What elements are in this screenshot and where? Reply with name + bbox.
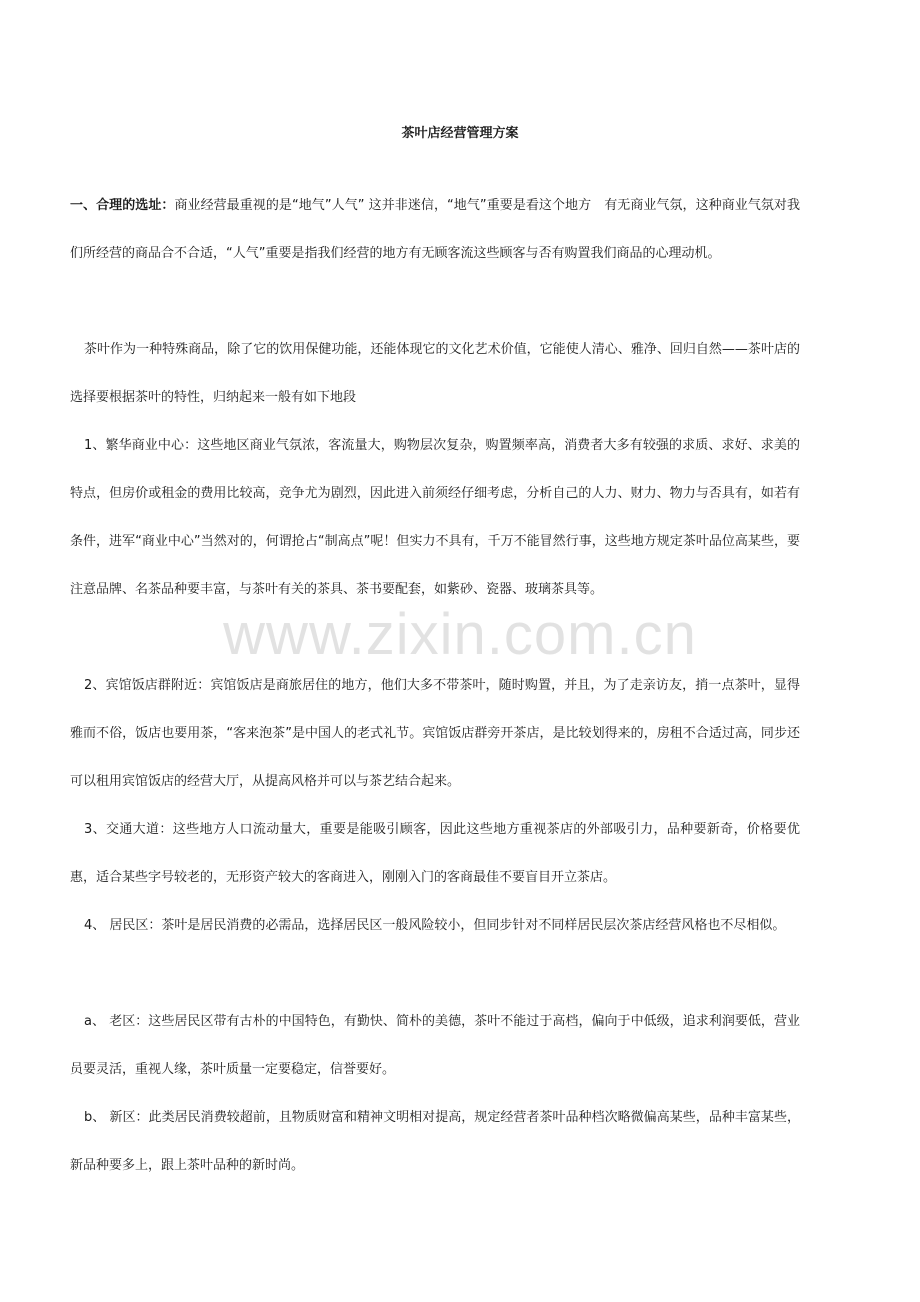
paragraph-commercial-center: 1、繁华商业中心：这些地区商业气氛浓，客流量大，购物层次复杂，购置频率高，消费者大多有较强的求质、求好、求美的特点，但房价或租金的费用比较高，竞争尤为剧烈，因此进入前须经仔细考虑，分析自己的人力、财力、物力与否具有，如若有条件，进军“商业中心”当然对的，何谓抢占“制高点”呢！但实力不具有，千万不能冒然行事，这些地方规定茶叶品位高某些，要注意品牌、名茶品种要丰富，与茶叶有关的茶具、茶书要配套，如紫砂、瓷器、玻璃茶具等。 [70, 438, 800, 597]
paragraph-residential: 4、 居民区：茶叶是居民消费的必需品，选择居民区一般风险较小，但同步针对不同样居民层次茶店经营风格也不尽相似。 [84, 918, 786, 933]
document-title: 茶叶店经营管理方案 [401, 126, 519, 141]
paragraph-lead: 一、合理的选址： [70, 198, 175, 213]
paragraph-tea-intro: 茶叶作为一种特殊商品，除了它的饮用保健功能，还能体现它的文化艺术价值，它能使人清心、雅净、回归自然——茶叶店的选择要根据茶叶的特性，归纳起来一般有如下地段 [70, 342, 800, 405]
paragraph-text: 商业经营最重视的是“地气”人气” 这并非迷信，“地气”重要是看这个地方 有无商业气氛，这种商业气氛对我们所经营的商品合不合适，“人气”重要是指我们经营的地方有无顾客流这些顾客与否有购置我们商品的心理动机。 [70, 198, 800, 261]
paragraph-hotel-area: 2、宾馆饭店群附近：宾馆饭店是商旅居住的地方，他们大多不带茶叶，随时购置，并且，为了走亲访友，捎一点茶叶，显得雅而不俗，饭店也要用茶，“客来泡茶”是中国人的老式礼节。宾馆饭店群旁开茶店，是比较划得来的，房租不合适过高，同步还可以租用宾馆饭店的经营大厅，从提高风格并可以与茶艺结合起来。 [70, 678, 800, 789]
paragraph-site-selection [70, 182, 800, 278]
paragraph-new-district: b、 新区：此类居民消费较超前，且物质财富和精神文明相对提高，规定经营者茶叶品种档次略微偏高某些，品种丰富某些，新品种要多上，跟上茶叶品种的新时尚。 [70, 1110, 800, 1173]
paragraph-traffic-road: 3、交通大道：这些地方人口流动量大，重要是能吸引顾客，因此这些地方重视茶店的外部吸引力，品种要新奇，价格要优惠，适合某些字号较老的，无形资产较大的客商进入，刚刚入门的客商最佳不要盲目开立茶店。 [70, 822, 800, 885]
paragraph-old-district: a、 老区：这些居民区带有古朴的中国特色，有勤快、简朴的美德，茶叶不能过于高档，偏向于中低级，追求利润要低，营业员要灵活，重视人缘，茶叶质量一定要稳定，信誉要好。 [70, 1014, 800, 1077]
site-watermark: www.zixin.com.cn [223, 602, 697, 667]
